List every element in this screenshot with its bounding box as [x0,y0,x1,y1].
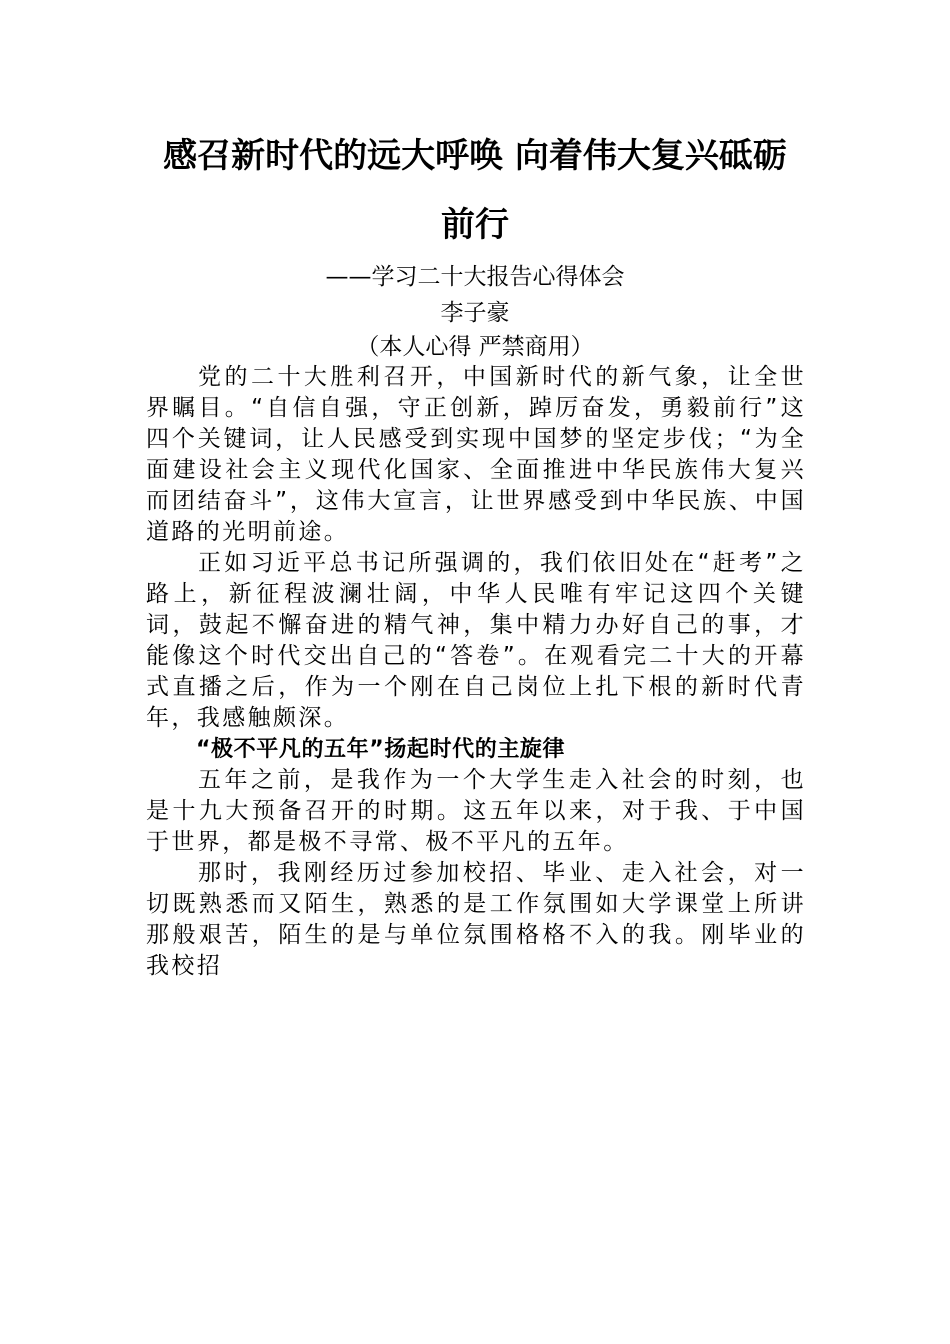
paragraph-1: 党的二十大胜利召开，中国新时代的新气象，让全世界瞩目。“自信自强，守正创新，踔厉奋发，勇毅前行”这四个关键词，让人民感受到实现中国梦的坚定步伐；“为全面建设社会主义现代化国家、全面推进中华民族伟大复兴而团结奋斗”，这伟大宣言，让世界感受到中华民族、中国道路的光明前途。 [146,364,806,545]
author-name: 李子豪 [440,300,510,326]
document-title-line-2: 前行 [441,205,509,245]
document-body [146,362,806,982]
paragraph-2: 正如习近平总书记所强调的，我们依旧处在“赶考”之路上，新征程波澜壮阔，中华人民唯有牢记这四个关键词，鼓起不懈奋进的精气神，集中精力办好自己的事，才能像这个时代交出自己的“答卷”。在观看完二十大的开幕式直播之后，作为一个刚在自己岗位上扎下根的新时代青年，我感触颇深。 [146,550,806,731]
section-heading: “极不平凡的五年”扬起时代的主旋律 [196,737,566,762]
paragraph-4: 那时，我刚经历过参加校招、毕业、走入社会，对一切既熟悉而又陌生，熟悉的是工作氛围如大学课堂上所讲那般艰苦，陌生的是与单位氛围格格不入的我。刚毕业的我校招 [146,860,806,979]
usage-notice: （本人心得 严禁商用） [356,334,594,360]
document-title-line-1: 感召新时代的远大呼唤 向着伟大复兴砥砺 [163,136,787,176]
paragraph-3: 五年之前，是我作为一个大学生走入社会的时刻，也是十九大预备召开的时期。这五年以来，对于我、于中国于世界，都是极不寻常、极不平凡的五年。 [146,767,806,855]
document-subtitle: ——学习二十大报告心得体会 [325,264,625,290]
